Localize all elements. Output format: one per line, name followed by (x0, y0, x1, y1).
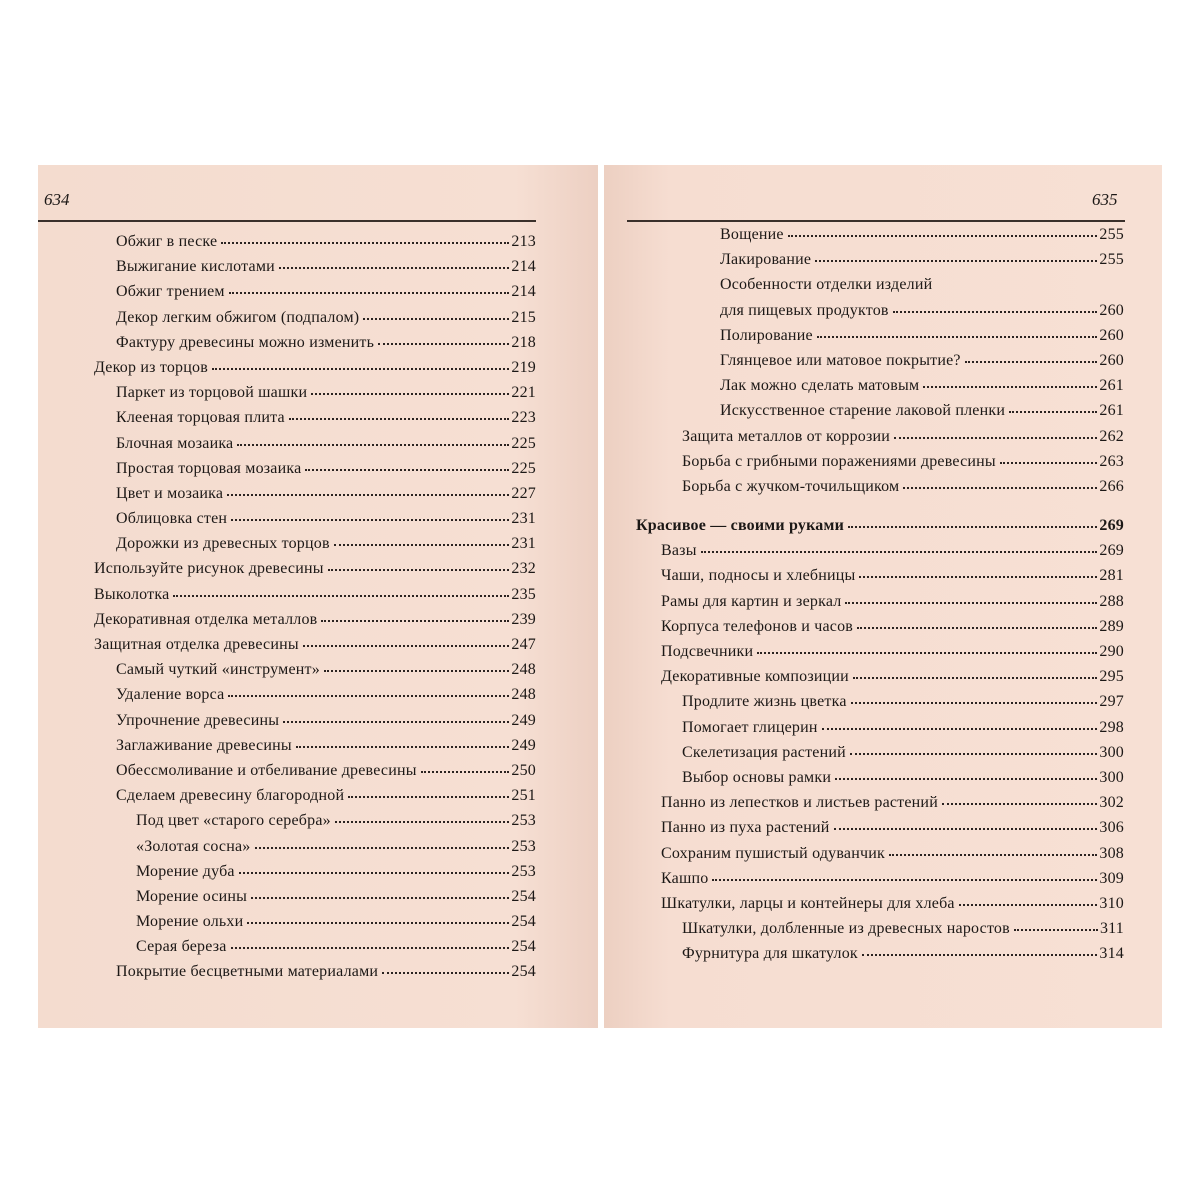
toc-entry-title: Выбор основы рамки (682, 768, 832, 786)
dot-leader (255, 847, 510, 849)
dot-leader (857, 627, 1097, 629)
dot-leader (701, 551, 1098, 553)
toc-entry-page: 255 (1099, 251, 1124, 269)
toc-entry (636, 352, 1124, 377)
toc-entry-title: Под цвет «старого серебра» (136, 812, 331, 830)
toc-entry-title: Особенности отделки изделий (720, 276, 933, 294)
dot-leader (1000, 462, 1098, 464)
toc-entry (94, 611, 536, 636)
dot-leader (239, 872, 510, 874)
toc-entry (636, 593, 1124, 618)
toc-entry-page: 215 (511, 308, 536, 326)
toc-entry-title: Борьба с жучком-точильщиком (682, 477, 900, 495)
toc-entry (94, 510, 536, 535)
toc-entry-title: Морение дуба (136, 862, 235, 880)
toc-entry-title: Борьба с грибными поражениями древесины (682, 452, 996, 470)
toc-entry-page: 231 (511, 535, 536, 553)
toc-entry-title: Шкатулки, долбленные из древесных наростов (682, 920, 1010, 938)
dot-leader (942, 803, 1097, 805)
toc-entry (636, 945, 1124, 970)
toc-entry (94, 283, 536, 308)
toc-entry-title: Шкатулки, ларцы и контейнеры для хлеба (661, 894, 955, 912)
toc-entry-title: Лакирование (720, 251, 812, 269)
left-page-number: 634 (44, 190, 70, 209)
toc-entry (94, 460, 536, 485)
toc-entry (636, 402, 1124, 427)
toc-entry-title: Выколотка (94, 585, 170, 603)
dot-leader (757, 652, 1097, 654)
toc-entry-page: 254 (511, 938, 536, 956)
toc-entry-title: Защитная отделка древесины (94, 636, 299, 653)
dot-leader (279, 267, 509, 269)
toc-entry-page: 254 (511, 963, 536, 981)
toc-entry (94, 384, 536, 409)
toc-entry-title: Серая береза (136, 938, 227, 956)
dot-leader (903, 487, 1097, 489)
toc-entry (636, 453, 1124, 478)
toc-entry-title: Декоративные композиции (661, 668, 849, 686)
dot-leader (712, 879, 1097, 881)
dot-leader (212, 368, 509, 370)
toc-entry-title: Сделаем древесину благородной (116, 787, 345, 805)
toc-entry-title: Подсвечники (661, 643, 754, 660)
toc-entry-title: Используйте рисунок древесины (94, 560, 324, 578)
dot-leader (303, 645, 510, 647)
toc-entry (94, 359, 536, 384)
toc-entry-page: 263 (1099, 452, 1124, 470)
toc-entry (636, 377, 1124, 402)
toc-entry (94, 309, 536, 334)
toc-entry (94, 636, 536, 661)
toc-entry-page: 248 (511, 661, 536, 679)
dot-leader (229, 292, 510, 294)
toc-entry-title: Паркет из торцовой шашки (116, 384, 308, 402)
toc-entry-page: 300 (1099, 743, 1124, 761)
dot-leader (851, 702, 1098, 704)
toc-entry-title: Клееная торцовая плита (116, 409, 285, 427)
dot-leader (247, 922, 509, 924)
toc-entry (94, 485, 536, 510)
toc-entry (636, 428, 1124, 453)
toc-entry-title: Морение ольхи (136, 913, 244, 931)
dot-leader (788, 235, 1098, 237)
toc-entry-title: Красивое — своими руками (636, 517, 845, 535)
toc-entry-page: 253 (511, 837, 536, 855)
toc-entry-page: 255 (1099, 226, 1124, 243)
toc-entry-page: 314 (1099, 945, 1124, 963)
right-toc (636, 226, 1124, 970)
toc-entry-page: 306 (1099, 819, 1124, 837)
toc-entry-page: 251 (511, 787, 536, 805)
toc-entry-page: 310 (1099, 894, 1124, 912)
dot-leader (815, 260, 1097, 262)
toc-entry-page: 288 (1099, 592, 1124, 610)
toc-entry (636, 478, 1124, 503)
toc-entry-page: 298 (1099, 718, 1124, 736)
dot-leader (965, 361, 1098, 363)
dot-leader (283, 721, 509, 723)
toc-entry (94, 535, 536, 560)
toc-entry-page: 261 (1099, 402, 1124, 420)
toc-entry-page: 250 (511, 761, 536, 779)
toc-entry-title: Вазы (661, 542, 697, 560)
toc-entry-title: Декор легким обжигом (подпалом) (116, 308, 360, 326)
dot-leader (311, 393, 509, 395)
toc-entry-page: 311 (1099, 920, 1124, 938)
toc-entry-title: Выжигание кислотами (116, 258, 275, 276)
toc-entry-title: Фурнитура для шкатулок (682, 945, 858, 963)
toc-entry-title: Защита металлов от коррозии (682, 427, 891, 445)
toc-entry-page: 269 (1099, 517, 1124, 535)
toc-entry (636, 719, 1124, 744)
toc-entry (94, 435, 536, 460)
section-gap (636, 503, 1124, 517)
toc-entry-page: 260 (1099, 326, 1124, 344)
dot-leader (289, 418, 510, 420)
dot-leader (817, 336, 1098, 338)
dot-leader (889, 854, 1097, 856)
toc-entry (636, 618, 1124, 643)
toc-entry (636, 870, 1124, 895)
toc-entry-page: 260 (1099, 351, 1124, 369)
toc-entry (636, 920, 1124, 945)
right-header-rule (627, 220, 1125, 222)
toc-entry-page: 295 (1099, 668, 1124, 686)
toc-entry (636, 744, 1124, 769)
toc-entry-page: 281 (1099, 567, 1124, 585)
dot-leader (850, 753, 1098, 755)
toc-entry-title: Корпуса телефонов и часов (661, 617, 854, 635)
toc-entry (94, 762, 536, 787)
toc-entry (94, 963, 536, 988)
toc-entry-title: Искусственное старение лаковой пленки (720, 402, 1006, 420)
dot-leader (959, 904, 1098, 906)
toc-entry (94, 560, 536, 585)
toc-entry-title: Обжиг в песке (116, 233, 218, 250)
toc-entry-title: Полирование (720, 326, 813, 344)
toc-entry (636, 567, 1124, 592)
toc-entry (636, 302, 1124, 327)
dot-leader (835, 778, 1097, 780)
dot-leader (335, 821, 510, 823)
dot-leader (1014, 929, 1098, 931)
dot-leader (853, 677, 1097, 679)
toc-entry-page: 253 (511, 812, 536, 830)
dot-leader (378, 343, 509, 345)
toc-entry-page: 302 (1099, 794, 1124, 812)
toc-entry (636, 276, 1124, 301)
toc-entry (94, 686, 536, 711)
dot-leader (923, 386, 1097, 388)
toc-entry-page: 219 (511, 358, 536, 376)
toc-entry-title: Сохраним пушистый одуванчик (661, 844, 885, 862)
toc-entry-page: 214 (511, 258, 536, 276)
toc-entry-page: 249 (511, 736, 536, 754)
toc-entry (636, 327, 1124, 352)
toc-entry (636, 794, 1124, 819)
dot-leader (231, 947, 510, 949)
toc-entry (94, 661, 536, 686)
toc-entry (636, 643, 1124, 668)
toc-entry (636, 819, 1124, 844)
toc-entry-page: 213 (511, 233, 536, 250)
toc-entry-title: Фактуру древесины можно изменить (116, 333, 375, 351)
toc-entry-title: Цвет и мозаика (116, 484, 224, 502)
toc-entry (94, 838, 536, 863)
toc-entry (94, 737, 536, 762)
toc-entry-page: 308 (1099, 844, 1124, 862)
toc-entry-page: 254 (511, 887, 536, 905)
dot-leader (324, 670, 509, 672)
toc-entry-title: Дорожки из древесных торцов (116, 535, 330, 553)
toc-entry-page: 253 (511, 862, 536, 880)
toc-entry (94, 586, 536, 611)
dot-leader (227, 494, 509, 496)
toc-entry-title: Панно из лепестков и листьев растений (661, 794, 938, 812)
toc-entry (636, 251, 1124, 276)
toc-entry-page: 223 (511, 409, 536, 427)
toc-entry-title: Панно из пуха растений (661, 819, 830, 837)
dot-leader (334, 544, 510, 546)
toc-entry-page: 260 (1099, 301, 1124, 319)
dot-leader (251, 897, 509, 899)
toc-entry-title: Декоративная отделка металлов (94, 610, 318, 628)
toc-entry-page: 290 (1099, 643, 1124, 660)
toc-entry-title: Блочная мозаика (116, 434, 234, 452)
toc-entry-page: 225 (511, 459, 536, 477)
toc-entry-title: Покрытие бесцветными материалами (116, 963, 379, 981)
dot-leader (893, 311, 1098, 313)
toc-entry (636, 226, 1124, 251)
toc-entry-title: Обессмоливание и отбеливание древесины (116, 761, 417, 779)
toc-entry-page: 218 (511, 333, 536, 351)
toc-entry-page: 235 (511, 585, 536, 603)
toc-entry-page: 247 (511, 636, 536, 653)
toc-entry-title: Упрочнение древесины (116, 711, 280, 729)
toc-entry-page: 231 (511, 510, 536, 528)
book-gutter (598, 165, 604, 1028)
toc-entry (94, 334, 536, 359)
toc-entry-title: Декор из торцов (94, 358, 208, 376)
dot-leader (421, 771, 510, 773)
toc-entry-title: Чаши, подносы и хлебницы (661, 567, 856, 585)
dot-leader (859, 576, 1097, 578)
toc-entry (636, 517, 1124, 542)
toc-entry-page: 239 (511, 610, 536, 628)
dot-leader (237, 444, 509, 446)
toc-entry (94, 787, 536, 812)
toc-entry (94, 938, 536, 963)
dot-leader (1009, 411, 1097, 413)
toc-entry (636, 769, 1124, 794)
dot-leader (228, 695, 509, 697)
dot-leader (382, 972, 509, 974)
toc-entry-title: Облицовка стен (116, 510, 228, 528)
toc-entry-page: 261 (1099, 377, 1124, 395)
toc-entry-title: для пищевых продуктов (720, 301, 889, 319)
toc-entry-page: 232 (511, 560, 536, 578)
toc-entry-page: 262 (1099, 427, 1124, 445)
toc-entry-title: Рамы для картин и зеркал (661, 592, 842, 610)
toc-entry (94, 233, 536, 258)
toc-entry-title: Лак можно сделать матовым (720, 377, 920, 395)
left-header-rule (38, 220, 536, 222)
toc-entry (94, 812, 536, 837)
dot-leader (328, 569, 510, 571)
dot-leader (822, 728, 1098, 730)
toc-entry (636, 895, 1124, 920)
toc-entry (636, 668, 1124, 693)
dot-leader (834, 828, 1098, 830)
toc-entry (94, 258, 536, 283)
toc-entry-page: 248 (511, 686, 536, 704)
left-toc (94, 233, 536, 989)
toc-entry-page: 225 (511, 434, 536, 452)
toc-entry-title: Заглаживание древесины (116, 736, 292, 754)
toc-entry-page: 266 (1099, 477, 1124, 495)
toc-entry-page: 297 (1099, 693, 1124, 711)
toc-entry (94, 712, 536, 737)
toc-entry-title: Продлите жизнь цветка (682, 693, 847, 711)
toc-entry-page: 289 (1099, 617, 1124, 635)
dot-leader (862, 954, 1097, 956)
toc-entry-title: Морение осины (136, 887, 248, 905)
toc-entry-page: 221 (511, 384, 536, 402)
toc-entry-page: 269 (1099, 542, 1124, 560)
dot-leader (894, 437, 1097, 439)
toc-entry-page: 214 (511, 283, 536, 301)
toc-entry-page: 300 (1099, 768, 1124, 786)
toc-entry-title: Самый чуткий «инструмент» (116, 661, 320, 679)
dot-leader (845, 602, 1097, 604)
toc-entry-page: 249 (511, 711, 536, 729)
toc-entry-title: Скелетизация растений (682, 743, 846, 761)
toc-entry-title: Вощение (720, 226, 784, 243)
toc-entry (94, 409, 536, 434)
dot-leader (231, 519, 509, 521)
dot-leader (296, 746, 510, 748)
toc-entry (636, 542, 1124, 567)
right-page-number: 635 (1092, 190, 1118, 209)
dot-leader (305, 469, 509, 471)
toc-entry (94, 913, 536, 938)
toc-entry-title: «Золотая сосна» (136, 837, 251, 855)
toc-entry-page: 254 (511, 913, 536, 931)
toc-entry-title: Помогает глицерин (682, 718, 818, 736)
dot-leader (848, 526, 1097, 528)
toc-entry-title: Кашпо (661, 869, 709, 887)
dot-leader (221, 242, 509, 244)
dot-leader (348, 796, 509, 798)
toc-entry-page: 227 (511, 484, 536, 502)
toc-entry-title: Удаление ворса (116, 686, 225, 704)
dot-leader (321, 620, 509, 622)
toc-entry (94, 863, 536, 888)
toc-entry-title: Простая торцовая мозаика (116, 459, 302, 477)
toc-entry-page: 309 (1099, 869, 1124, 887)
toc-entry (636, 845, 1124, 870)
toc-entry-title: Обжиг трением (116, 283, 225, 301)
toc-entry (636, 693, 1124, 718)
dot-leader (173, 595, 509, 597)
dot-leader (363, 318, 509, 320)
toc-entry (94, 888, 536, 913)
toc-entry-title: Глянцевое или матовое покрытие? (720, 351, 961, 369)
